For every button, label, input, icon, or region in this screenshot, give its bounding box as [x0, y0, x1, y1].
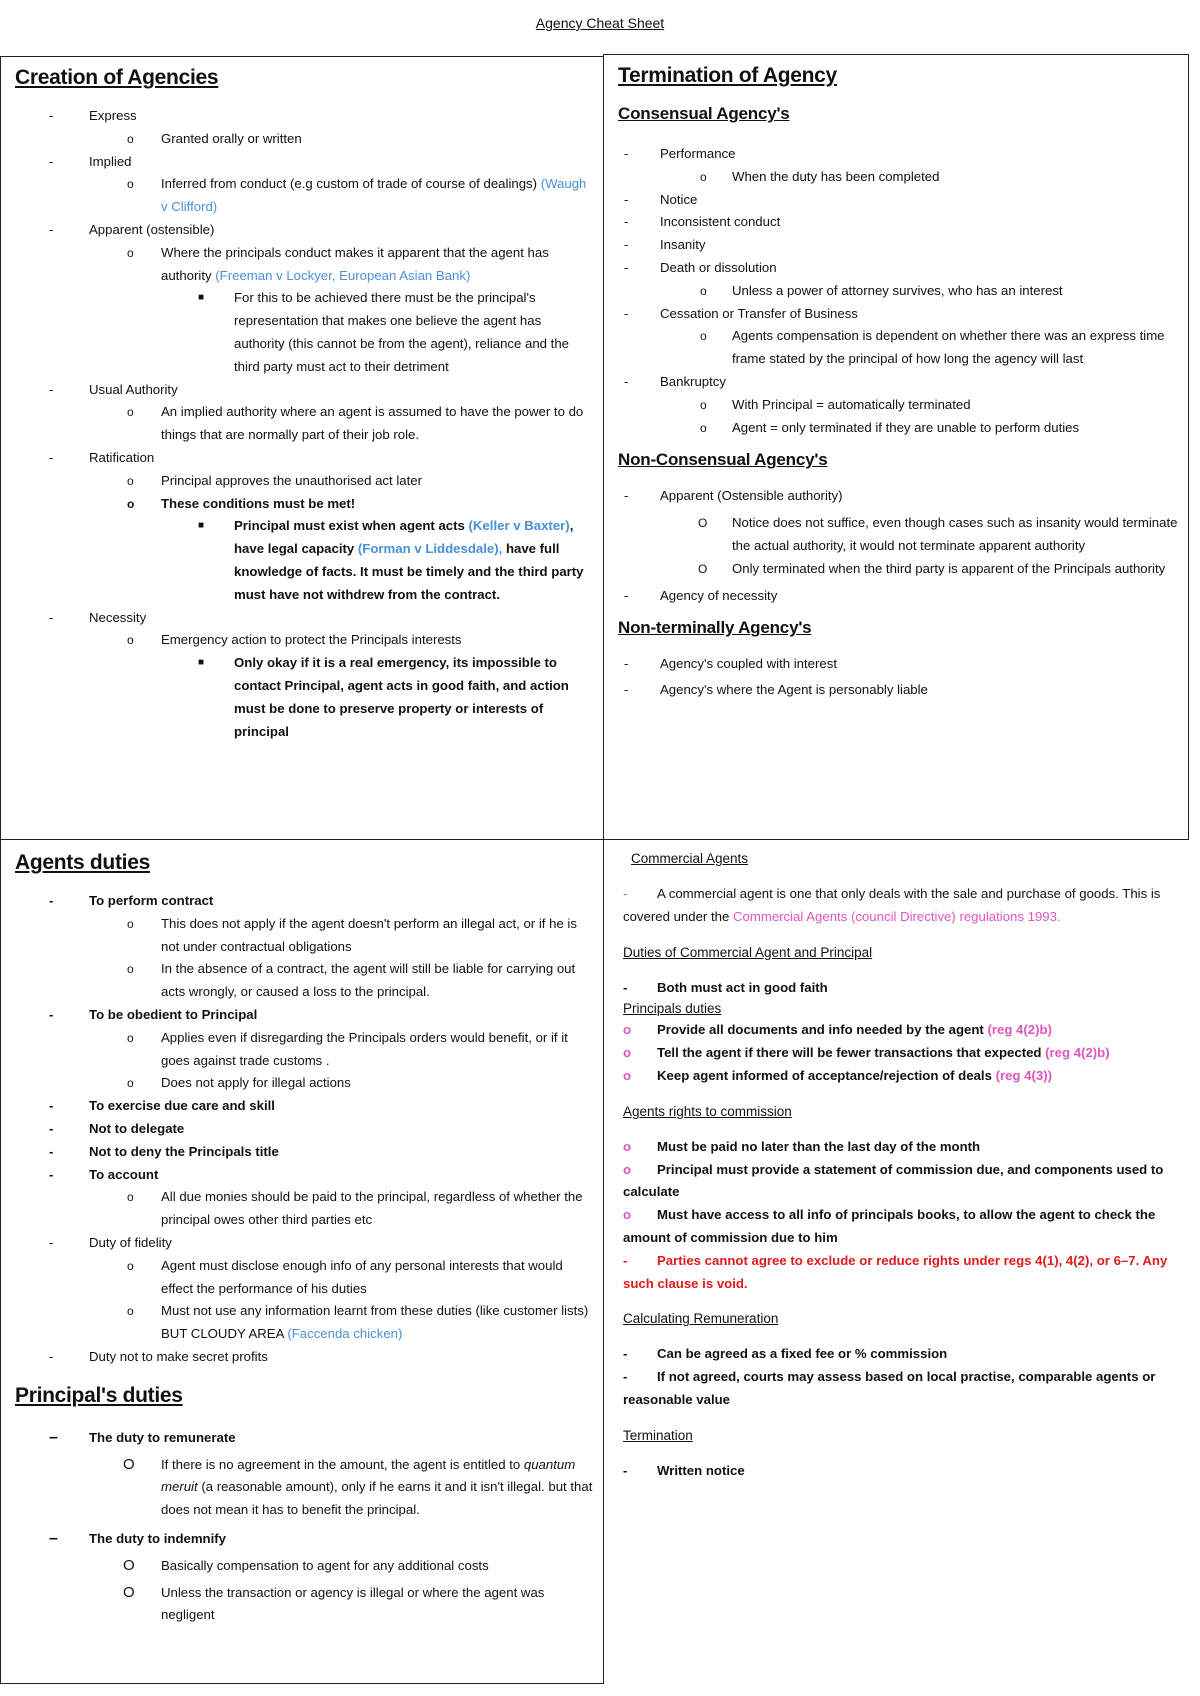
- subsection-heading: Principals duties: [623, 1001, 722, 1017]
- list-item: - Implied: [49, 153, 132, 169]
- list-item: o Must be paid no later than the last day of the month: [623, 1138, 981, 1154]
- section-heading: Commercial Agents: [631, 851, 749, 866]
- section-heading: Creation of Agencies: [15, 66, 219, 89]
- list-item: o Provide all documents and info needed by the agent (reg 4(2)b): [623, 1022, 1052, 1038]
- case-citation: (Keller v Baxter): [468, 518, 570, 534]
- list-item: o Agents compensation is dependent on whether there was an express time frame stated by the principal of how long the agency will last: [700, 328, 1165, 367]
- commercial-agents-section: [603, 839, 1189, 1684]
- list-item: - Parties cannot agree to exclude or reduce rights under regs 4(1), 4(2), or 6–7. Any such clause is void.: [623, 1252, 1168, 1291]
- list-item: o All due monies should be paid to the principal, regardless of whether the principal owes other third parties etc: [127, 1189, 583, 1228]
- list-item: - Both must act in good faith: [623, 979, 828, 995]
- termination-of-agency-section: [603, 54, 1189, 840]
- list-item: – The duty to indemnify: [49, 1529, 227, 1547]
- list-item: ■ Principal must exist when agent acts (Keller v Baxter), have legal capacity (Forman v Liddesdale), have full knowledge of facts. It must be timely and the third party must have not withdrew from the contract.: [198, 518, 584, 602]
- list-item: - Written notice: [623, 1462, 745, 1478]
- list-item: o Applies even if disregarding the Principals orders would benefit, or if it goes against trade customs .: [127, 1029, 568, 1068]
- list-item: - Cessation or Transfer of Business: [624, 305, 858, 321]
- list-item: - Usual Authority: [49, 381, 178, 397]
- list-item: - To perform contract: [49, 893, 214, 908]
- list-item: - To exercise due care and skill: [49, 1098, 275, 1114]
- list-item: o Unless a power of attorney survives, who has an interest: [700, 282, 1063, 298]
- list-item: o Principal approves the unauthorised act later: [127, 472, 422, 488]
- list-item: o Keep agent informed of acceptance/rejection of deals (reg 4(3)): [623, 1067, 1052, 1083]
- subsection-heading: Consensual Agency's: [618, 104, 790, 123]
- list-item: O Unless the transaction or agency is illegal or where the agent was negligent: [123, 1583, 545, 1623]
- list-item: O Basically compensation to agent for any additional costs: [123, 1556, 489, 1574]
- section-heading: Principal's duties: [15, 1383, 183, 1407]
- case-citation: (Freeman v Lockyer, European Asian Bank): [215, 267, 471, 283]
- list-item: o An implied authority where an agent is assumed to have the power to do things that are normally part of their job role.: [127, 404, 584, 443]
- list-item: o Must have access to all info of principals books, to allow the agent to check the amount of commission due to him: [623, 1207, 1156, 1245]
- list-item: - Performance: [624, 146, 736, 161]
- list-item: ■ Only okay if it is a real emergency, its impossible to contact Principal, agent acts in good faith, and action must be done to preserve property or interests of principal: [198, 655, 569, 739]
- case-citation: (Forman v Liddesdale),: [357, 541, 503, 557]
- creation-of-agencies-section: [0, 56, 604, 840]
- list-item: - Duty of fidelity: [49, 1234, 172, 1250]
- list-item: o These conditions must be met!: [127, 495, 356, 511]
- list-item: - Apparent (Ostensible authority): [624, 488, 843, 504]
- list-item: o With Principal = automatically terminated: [700, 396, 971, 412]
- list-item: - If not agreed, courts may assess based on local practise, comparable agents or reasonable value: [623, 1369, 1156, 1407]
- list-item: O Only terminated when the third party is apparent of the Principals authority: [698, 560, 1166, 576]
- list-item: O If there is no agreement in the amount, the agent is entitled to quantum meruit (a reasonable amount), only if he earns it and it isn't illegal. but that does not mean it has to benefit the principal.: [123, 1455, 593, 1518]
- list-item: o When the duty has been completed: [700, 168, 940, 184]
- case-citation: (Faccenda chicken): [287, 1326, 403, 1342]
- document-title: Agency Cheat Sheet: [535, 15, 665, 31]
- list-item: O Notice does not suffice, even though cases such as insanity would terminate the actual authority, it would not terminate apparent authority: [698, 515, 1178, 553]
- list-item: o Inferred from conduct (e.g custom of trade of course of dealings) (Waugh v Clifford): [127, 176, 587, 215]
- list-item: - Not to deny the Principals title: [49, 1143, 279, 1159]
- list-item: - Death or dissolution: [624, 259, 777, 275]
- subsection-heading: Non-terminally Agency's: [618, 618, 812, 638]
- duties-section: [0, 839, 604, 1684]
- list-item: - Not to delegate: [49, 1120, 185, 1136]
- list-item: o Emergency action to protect the Principals interests: [127, 632, 462, 648]
- section-heading: Agents duties: [15, 851, 150, 874]
- paragraph: - A commercial agent is one that only deals with the sale and purchase of goods. This is covered under the Commercial Agents (council Directive) regulations 1993.: [623, 886, 1161, 924]
- list-item: o Tell the agent if there will be fewer transactions that expected (reg 4(2)b): [623, 1045, 1110, 1061]
- subsection-heading: Calculating Remuneration: [623, 1311, 779, 1327]
- list-item: - Ratification: [49, 449, 155, 465]
- list-item: o Principal must provide a statement of commission due, and components used to calculate: [623, 1161, 1164, 1200]
- list-item: o Agent must disclose enough info of any personal interests that would effect the performance of his duties: [127, 1257, 563, 1296]
- list-item: - Notice: [624, 191, 698, 207]
- list-item: ■ For this to be achieved there must be the principal's representation that makes one believe the agent has authority (this cannot be from the agent), reliance and the third party must act to their detriment: [198, 290, 570, 374]
- list-item: o Granted orally or written: [127, 130, 302, 146]
- list-item: - Bankruptcy: [624, 373, 726, 389]
- list-item: - Duty not to make secret profits: [49, 1348, 268, 1364]
- list-item: - Inconsistent conduct: [624, 214, 781, 230]
- list-item: - Insanity: [624, 237, 706, 253]
- list-item: – The duty to remunerate: [49, 1428, 236, 1446]
- list-item: - Agency's coupled with interest: [624, 656, 837, 672]
- list-item: o Does not apply for illegal actions: [127, 1075, 351, 1091]
- list-item: - Agency's where the Agent is personably liable: [624, 682, 928, 698]
- subsection-heading: Non-Consensual Agency's: [618, 450, 828, 470]
- subsection-heading: Termination: [623, 1427, 693, 1443]
- list-item: - Can be agreed as a fixed fee or % commission: [623, 1346, 948, 1362]
- list-item: - Necessity: [49, 609, 147, 625]
- subsection-heading: Duties of Commercial Agent and Principal: [623, 944, 873, 960]
- subsection-heading: Agents rights to commission: [623, 1103, 792, 1119]
- list-item: o In the absence of a contract, the agent will still be liable for carrying out acts wrongly, or caused a loss to the principal.: [127, 961, 576, 1000]
- list-item: - Agency of necessity: [624, 587, 778, 603]
- list-item: o Must not use any information learnt from these duties (like customer lists) BUT CLOUDY AREA (Faccenda chicken): [127, 1303, 589, 1342]
- list-item: - Express: [49, 108, 137, 123]
- case-citation: (Waugh v Clifford): [161, 176, 587, 215]
- list-item: - To be obedient to Principal: [49, 1006, 258, 1022]
- section-heading: Termination of Agency: [618, 64, 837, 87]
- list-item: - To account: [49, 1166, 159, 1182]
- list-item: o Agent = only terminated if they are unable to perform duties: [700, 419, 1080, 435]
- list-item: o This does not apply if the agent doesn't perform an illegal act, or if he is not under contractual obligations: [127, 915, 577, 954]
- list-item: o Where the principals conduct makes it apparent that the agent has authority (Freeman v Lockyer, European Asian Bank): [127, 244, 549, 283]
- list-item: - Apparent (ostensible): [49, 221, 215, 237]
